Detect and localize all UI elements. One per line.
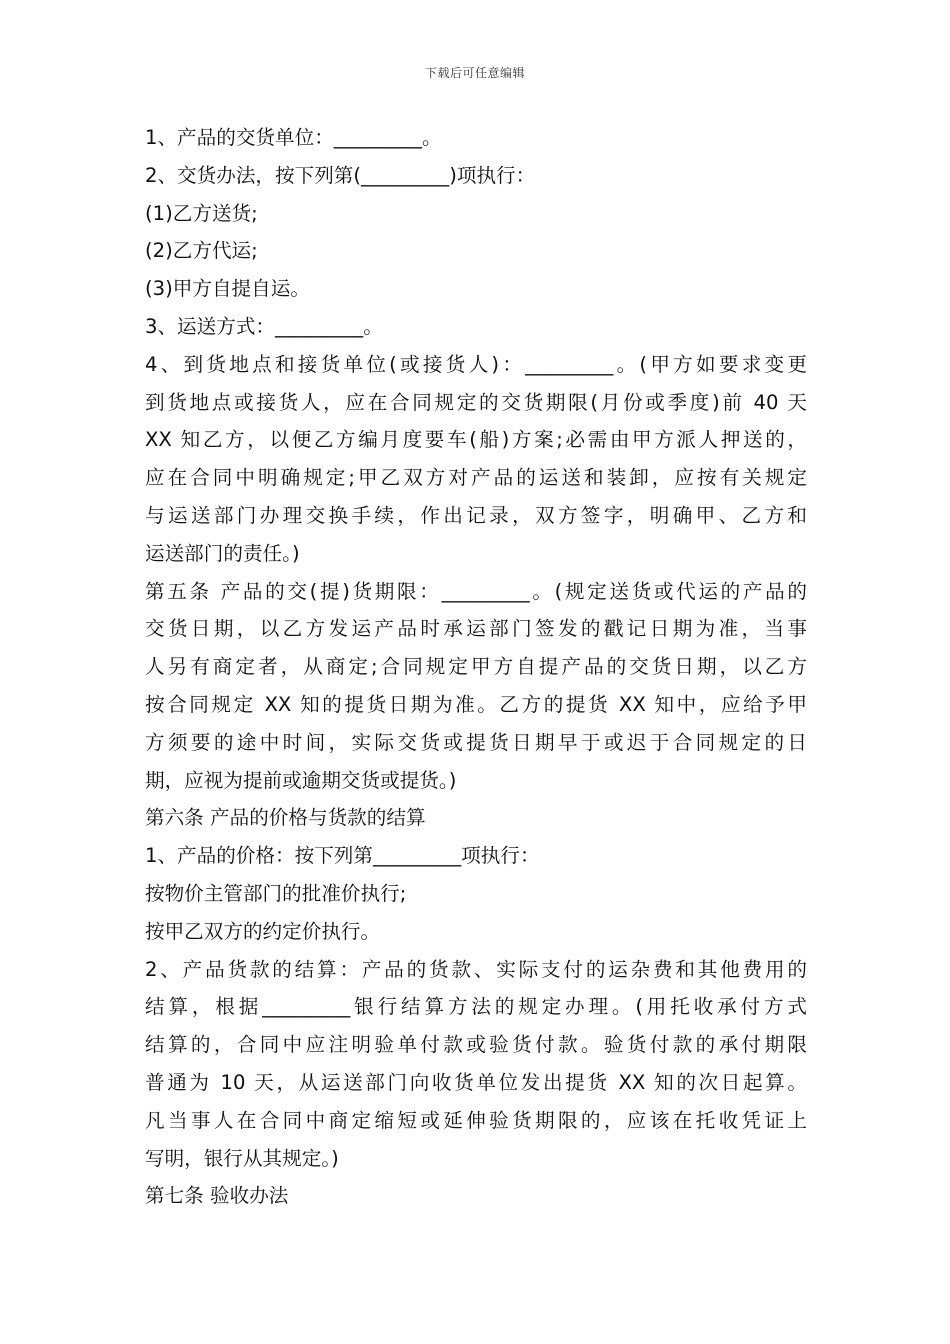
text-line: 第七条 验收办法: [145, 1184, 289, 1208]
text-line: 凡当事人在合同中商定缩短或延伸验货期限的，应该在托收凭证上: [145, 1108, 807, 1132]
text-line: 期，应视为提前或逾期交货或提货。): [145, 768, 457, 792]
text-line: 3、运送方式：_________。: [145, 314, 383, 338]
text-line: XX 知乙方，以便乙方编月度要车(船)方案;必需由甲方派人押送的，: [145, 428, 807, 452]
text-line: 运送部门的责任。): [145, 541, 300, 565]
text-line: 第五条 产品的交(提)货期限：_________。(规定送货或代运的产品的: [145, 579, 807, 603]
text-line: 到货地点或接货人，应在合同规定的交货期限(月份或季度)前 40 天: [145, 390, 807, 414]
text-line: 按物价主管部门的批准价执行;: [145, 881, 407, 905]
document-body: [145, 119, 807, 1215]
page-header-note: 下载后可任意编辑: [424, 66, 525, 80]
text-line: 第六条 产品的价格与货款的结算: [145, 806, 426, 830]
text-line: (1)乙方送货;: [145, 201, 258, 225]
text-line: 按合同规定 XX 知的提货日期为准。乙方的提货 XX 知中，应给予甲: [145, 692, 807, 716]
text-line: 2、交货办法，按下列第(_________)项执行：: [145, 163, 536, 187]
text-line: 应在合同中明确规定;甲乙双方对产品的运送和装卸，应按有关规定: [145, 466, 807, 490]
text-line: 结算的，合同中应注明验单付款或验货付款。验货付款的承付期限: [145, 1033, 807, 1057]
text-line: 写明，银行从其规定。): [145, 1146, 339, 1170]
text-line: (3)甲方自提自运。: [145, 277, 310, 301]
text-line: 1、产品的交货单位：_________。: [145, 126, 442, 149]
text-line: 交货日期，以乙方发运产品时承运部门签发的戳记日期为准，当事: [145, 617, 807, 641]
text-line: 1、产品的价格：按下列第_________项执行：: [145, 844, 540, 868]
text-line: 普通为 10 天，从运送部门向收货单位发出提货 XX 知的次日起算。: [145, 1070, 807, 1094]
text-line: 方须要的途中时间，实际交货或提货日期早于或迟于合同规定的日: [145, 730, 807, 754]
text-line: 4、到货地点和接货单位(或接货人)：_________。(甲方如要求变更: [145, 352, 807, 376]
text-line: 2、产品货款的结算：产品的货款、实际支付的运杂费和其他费用的: [145, 957, 807, 981]
text-line: 按甲乙双方的约定价执行。: [145, 919, 381, 943]
text-line: 人另有商定者，从商定;合同规定甲方自提产品的交货日期，以乙方: [145, 655, 807, 679]
text-line: 与运送部门办理交换手续，作出记录，双方签字，明确甲、乙方和: [145, 503, 807, 527]
text-line: (2)乙方代运;: [145, 239, 258, 263]
text-line: 结算，根据_________银行结算方法的规定办理。(用托收承付方式: [145, 995, 807, 1019]
